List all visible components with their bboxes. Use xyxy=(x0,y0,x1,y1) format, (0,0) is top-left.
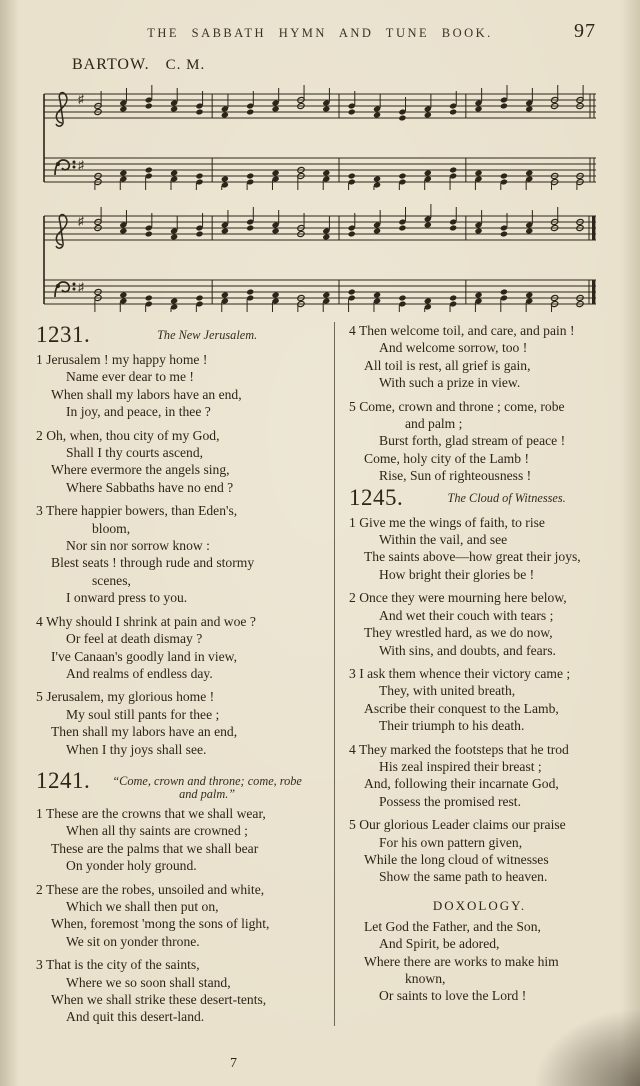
verse-line: They, with united breath, xyxy=(379,683,516,699)
verse-line: Which we shall then put on, xyxy=(66,898,219,914)
verse-line: Burst forth, glad stream of peace ! xyxy=(379,433,566,449)
subtitle-line: The Cloud of Witnesses. xyxy=(447,490,566,505)
music-system-1 xyxy=(34,78,606,190)
verse-line: 3 I ask them whence their victory came ; xyxy=(349,665,571,681)
hymn-1245 xyxy=(349,485,610,886)
hymn-number: 1245. xyxy=(349,484,404,510)
hymn-1245-verses xyxy=(349,514,610,886)
verse-line: Or saints to love the Lord ! xyxy=(379,988,527,1004)
verse-line: 3 There happier bowers, than Eden's, xyxy=(36,503,238,519)
verse-line: Or feel at death dismay ? xyxy=(66,631,203,647)
svg-text:♯: ♯ xyxy=(78,92,84,106)
verse-line: All toil is rest, all grief is gain, xyxy=(364,357,531,373)
hymn-number: 1231. xyxy=(36,322,91,347)
verse-line: For his own pattern given, xyxy=(379,834,523,850)
tune-title xyxy=(72,56,640,74)
verse-line: His zeal inspired their breast ; xyxy=(379,758,542,774)
verse-line: Nor sin nor sorrow know : xyxy=(66,538,210,554)
verse-line: With sins, and doubts, and fears. xyxy=(379,642,556,658)
verse-line: known, xyxy=(405,971,446,986)
verse-line: Where there are works to make him xyxy=(364,953,559,969)
hymn-1241-verses xyxy=(36,805,324,1026)
subtitle-line: The New Jerusalem. xyxy=(157,328,258,342)
book-title: THE SABBATH HYMN AND TUNE BOOK. xyxy=(147,26,493,40)
verse-line: And welcome sorrow, too ! xyxy=(379,340,528,356)
page-header xyxy=(0,18,640,46)
subtitle-line: “Come, crown and throne; come, robe xyxy=(112,773,302,788)
verse-line: I've Canaan's goodly land in view, xyxy=(51,648,237,664)
verse-line: While the long cloud of witnesses xyxy=(364,851,549,867)
hymn-1241-continued-verses xyxy=(349,322,610,485)
page-number: 97 xyxy=(574,20,596,42)
verse-line: Rise, Sun of righteousness ! xyxy=(379,468,532,484)
verse-line: Ascribe their conquest to the Lamb, xyxy=(364,700,559,716)
verse-line: When, foremost 'mong the sons of light, xyxy=(51,916,270,932)
left-column xyxy=(36,322,335,1026)
verse-line: And quit this desert-land. xyxy=(66,1009,205,1025)
verse-line: 2 Once they were mourning here below, xyxy=(349,590,567,606)
verse-line: They wrestled hard, as we do now, xyxy=(364,625,553,641)
verse-line: 2 These are the robes, unsoiled and white, xyxy=(36,881,265,897)
hymn-text-columns xyxy=(0,322,640,1026)
doxology-verse xyxy=(349,918,610,1005)
verse-line: 1 Give me the wings of faith, to rise xyxy=(349,514,545,530)
verse-line: And Spirit, be adored, xyxy=(379,936,500,952)
verse-line: When I thy joys shall see. xyxy=(66,741,207,757)
verse-line: 5 Jerusalem, my glorious home ! xyxy=(36,689,215,705)
hymn-1245-head xyxy=(349,485,610,511)
hymn-1241-head xyxy=(36,768,324,802)
verse-line: Come, holy city of the Lamb ! xyxy=(364,450,529,466)
verse-line: When all thy saints are crowned ; xyxy=(66,823,248,839)
hymn-1231-verses xyxy=(36,351,324,758)
verse-line: When shall my labors have an end, xyxy=(51,386,242,402)
verse-line: Show the same path to heaven. xyxy=(379,869,548,885)
verse-line: 5 Come, crown and throne ; come, robe xyxy=(349,398,565,414)
verse-line: These are the palms that we shall bear xyxy=(51,840,259,856)
verse-line: On yonder holy ground. xyxy=(66,858,197,874)
verse-line: Shall I thy courts ascend, xyxy=(66,445,204,461)
svg-text:♯: ♯ xyxy=(78,214,84,228)
music-notation xyxy=(34,78,606,312)
music-system-2 xyxy=(34,200,606,312)
hymn-1231-head xyxy=(36,322,324,348)
verse-line: 4 They marked the footsteps that he trod xyxy=(349,741,569,757)
verse-line: 1 These are the crowns that we shall wear, xyxy=(36,805,266,821)
verse-line: 5 Our glorious Leader claims our praise xyxy=(349,817,566,833)
right-column xyxy=(335,322,610,1026)
verse-line: scenes, xyxy=(92,572,131,588)
doxology-section xyxy=(349,898,610,1005)
svg-text:♯: ♯ xyxy=(78,158,84,172)
verse-line: The saints above—how great their joys, xyxy=(364,549,581,565)
verse-line: Possess the promised rest. xyxy=(379,793,521,809)
verse-line: Blest seats ! through rude and stormy xyxy=(51,555,255,571)
verse-line: And, following their incarnate God, xyxy=(364,776,559,792)
hymn-subtitle xyxy=(90,322,324,343)
verse-line: My soul still pants for thee ; xyxy=(66,706,220,722)
verse-line: Their triumph to his death. xyxy=(379,718,525,734)
verse-line: and palm ; xyxy=(405,416,463,432)
verse-line: We sit on yonder throne. xyxy=(66,933,200,949)
tune-meter: C. M. xyxy=(165,57,206,73)
verse-line: 2 Oh, when, thou city of my God, xyxy=(36,427,220,443)
verse-line: 3 That is the city of the saints, xyxy=(36,957,200,973)
hymn-subtitle xyxy=(90,768,324,802)
verse-line: I onward press to you. xyxy=(66,590,188,606)
verse-line: Then shall my labors have an end, xyxy=(51,724,238,740)
verse-line: When we shall strike these desert-tents, xyxy=(51,992,267,1007)
tune-name: BARTOW. xyxy=(72,56,150,73)
verse-line: Where we so soon shall stand, xyxy=(66,974,231,990)
verse-line: And realms of endless day. xyxy=(66,665,213,681)
verse-line: Where evermore the angels sing, xyxy=(51,462,230,478)
verse-line: How bright their glories be ! xyxy=(379,566,535,582)
verse-line: Let God the Father, and the Son, xyxy=(364,918,541,934)
verse-line: Where Sabbaths have no end ? xyxy=(66,479,234,495)
hymn-subtitle xyxy=(403,485,610,506)
hymn-1241 xyxy=(36,768,324,1026)
doxology-heading: DOXOLOGY. xyxy=(432,897,527,913)
verse-line: In joy, and peace, in thee ? xyxy=(66,404,211,420)
verse-line: With such a prize in view. xyxy=(379,375,521,391)
hymn-1231 xyxy=(36,322,324,758)
verse-line: Within the vail, and see xyxy=(379,532,508,548)
hymn-number: 1241. xyxy=(36,767,91,793)
svg-text:♯: ♯ xyxy=(78,280,84,294)
verse-line: And wet their couch with tears ; xyxy=(379,607,554,623)
verse-line: Name ever dear to me ! xyxy=(66,369,194,385)
verse-line: bloom, xyxy=(92,520,131,536)
signature-mark: 7 xyxy=(230,1056,237,1071)
verse-line: 4 Then welcome toil, and care, and pain ! xyxy=(349,323,575,338)
subtitle-line: and palm.” xyxy=(179,787,236,802)
verse-line: 1 Jerusalem ! my happy home ! xyxy=(36,352,208,367)
verse-line: 4 Why should I shrink at pain and woe ? xyxy=(36,613,256,629)
